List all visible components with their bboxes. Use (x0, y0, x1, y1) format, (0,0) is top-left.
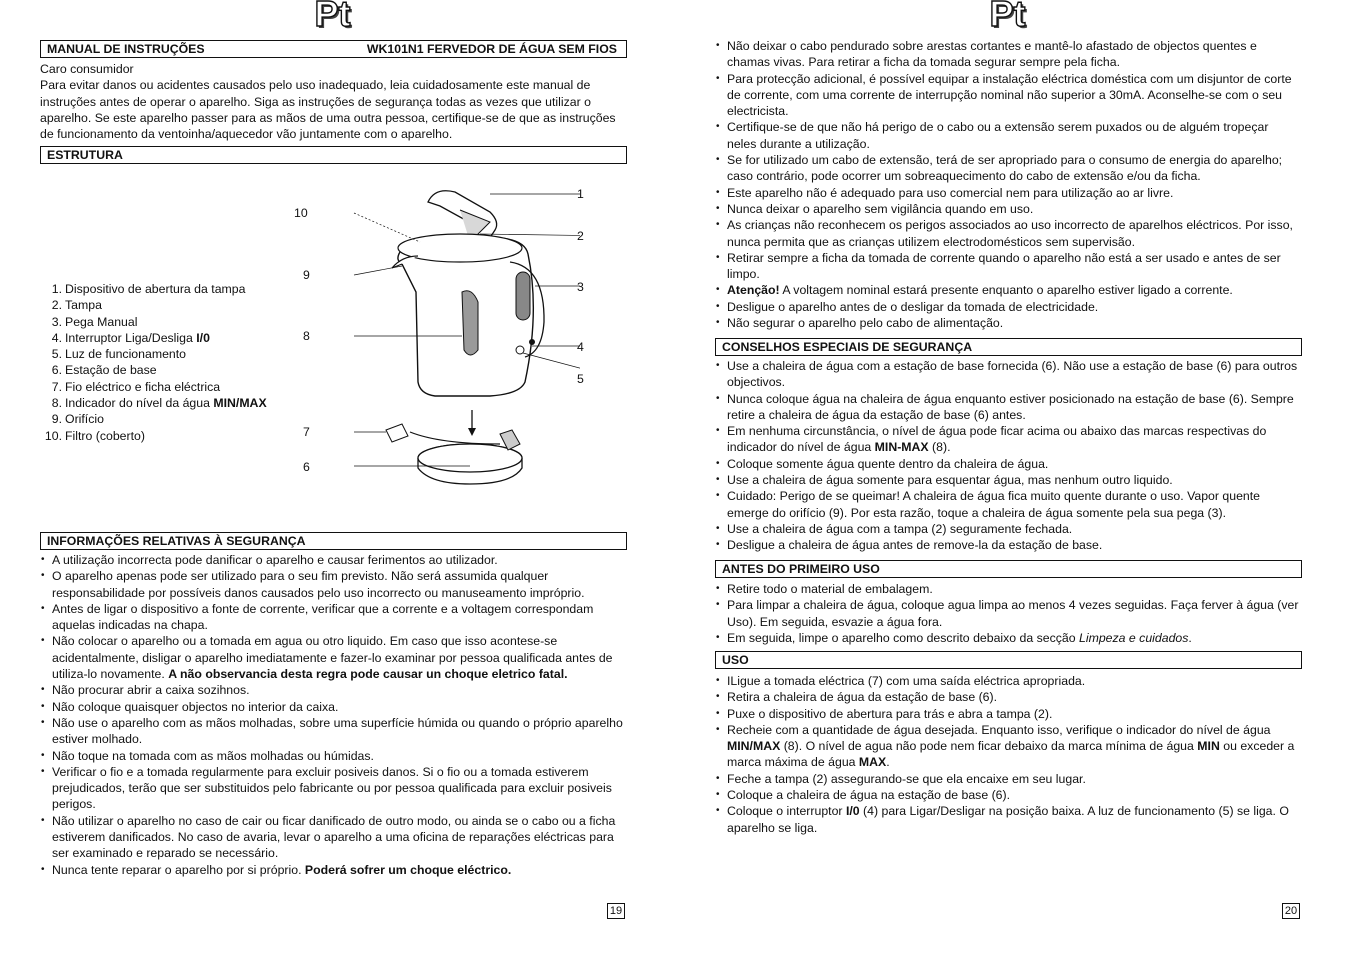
safety-text: Não colocar o aparelho ou a tomada em agua ou otro liquido. Em caso que isso acontese-se acidentalmente, disligar o aparelho imediatamente e fazer-lo examinar por pessoa qualificada antes de utiliza-lo novamente. (52, 634, 613, 682)
language-mark: Pt (989, 0, 1026, 34)
special-safety-heading-label: CONSELHOS ESPECIAIS DE SEGURANÇA (722, 340, 973, 354)
part-label: Interruptor Liga/Desliga (65, 330, 197, 345)
callout-8: 8 (303, 329, 310, 343)
structure-heading-label: ESTRUTURA (47, 148, 123, 162)
part-item (40, 346, 267, 362)
general-item (715, 185, 1300, 201)
special-item-text: Em nenhuma circunstância, o nível de água pode ficar acima ou abaixo das marcas respectivas do indicador do nível de água (727, 424, 1267, 455)
use-text: . (886, 755, 890, 770)
part-label-bold: I/0 (196, 330, 210, 345)
safety-text: Não toque na tomada com as mãos molhadas ou húmidas. (52, 748, 374, 763)
use-text: ILigue a tomada eléctrica (7) com uma saída eléctrica apropriada. (727, 674, 1086, 688)
first-use-text: Retire todo o material de embalagem. (727, 582, 933, 596)
general-item-text: Não segurar o aparelho pelo cabo de alimentação. (727, 316, 1004, 331)
safety-item (40, 862, 628, 878)
safety-heading (40, 532, 627, 550)
general-item-text: Este aparelho não é adequado para uso comercial nem para utilização ao ar livre. (727, 185, 1174, 200)
page-number: 19 (607, 903, 625, 919)
kettle-illustration (340, 182, 580, 502)
callout-3: 3 (577, 280, 584, 294)
general-item-text: A voltagem nominal estará presente enquanto o aparelho estiver ligado a corrente. (779, 283, 1233, 298)
manual-title: MANUAL DE INSTRUÇÕES (47, 42, 205, 56)
first-use-text: Para limpar a chaleira de água, coloque agua limpa ao menos 4 vezes seguidas. Faça ferver à água (ver Uso). Em seguida, esvazie a água fora. (727, 598, 1299, 629)
safety-text: Nunca tente reparar o aparelho por si próprio. (52, 862, 305, 877)
general-item (715, 119, 1300, 152)
part-label: Orifício (65, 412, 104, 427)
part-label: Fio eléctrico e ficha eléctrica (65, 379, 221, 394)
intro-paragraph: Para evitar danos ou acidentes causados pelo uso inadequado, leia cuidadosamente este manual de instruções antes de operar o aparelho. Siga as instruções de segurança todas as vezes que utilizar o aparelho. Se este aparelho passer para as mãos de uma outra pessoa, certifique-se de que as instruções de funcionamento da ventoinha/aquecedor vão juntamente com o aparelho. (40, 78, 616, 142)
use-list (715, 673, 1300, 836)
use-bold: MAX (858, 755, 887, 770)
general-item-text: Para protecção adicional, é possível equipar a instalação eléctrica doméstica com um disjuntor de corte de corrente, com uma corrente de interrupção nominal não superior a 30mA. Aconselhe-se com o seu electricista. (727, 71, 1292, 119)
safety-text: Não coloque quaisquer objectos no interior da caixa. (52, 699, 339, 714)
part-item (40, 330, 267, 346)
special-item (715, 488, 1300, 521)
part-number: 4. (51, 330, 62, 345)
special-item-text: Use a chaleira de água somente para esquentar água, mas nenhum outro liquido. (727, 473, 1173, 488)
special-item (715, 456, 1300, 472)
safety-item (40, 601, 628, 634)
callout-10: 10 (294, 206, 308, 220)
safety-text: O aparelho apenas pode ser utilizado para o seu fim previsto. Não será assumida qualquer responsabilidade por possíveis danos causados pelo uso incorrecto ou manuseamento impróprio. (52, 569, 585, 600)
safety-item (40, 552, 628, 568)
first-use-heading-label: ANTES DO PRIMEIRO USO (722, 562, 880, 576)
special-item-text: Cuidado: Perigo de se queimar! A chaleira de água fica muito quente durante o uso. Vapor quente emerge do orifício (9). Por esta razão, toque a chaleira de água somente pela sua pega (3). (727, 489, 1260, 520)
first-use-list (715, 581, 1300, 646)
part-item (40, 395, 267, 411)
use-item (715, 803, 1300, 836)
general-item-text: Retirar sempre a ficha da tomada de corrente quando o aparelho não está a ser usado e antes de ser limpo. (727, 250, 1281, 282)
use-item (715, 787, 1300, 803)
general-item-bold: Atenção! (727, 283, 780, 298)
part-label: Luz de funcionamento (65, 347, 187, 362)
part-number: 7. (51, 379, 62, 394)
use-heading-label: USO (722, 653, 749, 667)
safety-item (40, 682, 628, 698)
callout-4: 4 (577, 340, 584, 354)
use-item (715, 673, 1300, 689)
part-number: 5. (51, 347, 62, 362)
part-label: Filtro (coberto) (65, 428, 145, 443)
use-item (715, 689, 1300, 705)
safety-item (40, 813, 628, 862)
special-item-text: Coloque somente água quente dentro da chaleira de água. (727, 456, 1049, 471)
general-item (715, 315, 1300, 331)
use-bold: MIN/MAX (727, 739, 781, 754)
general-item-text: Não deixar o cabo pendurado sobre arestas cortantes e mantê-lo afastado de objectos quentes e chamas vivas. Para retirar a ficha da tomada segurar sempre pela ficha. (727, 39, 1257, 70)
use-bold: I/0 (845, 804, 860, 819)
use-text: (8). O nível de agua não pode nem ficar debaixo da marca mínima de água (780, 739, 1198, 754)
safety-text: Verificar o fio e a tomada regularmente para excluir posiveis danos. Si o fio ou a tomada estiverem prejudicados, terão que ser substituidos pelo fabricante ou por pessoa qualificada para excluir posiveis perigos. (52, 764, 612, 812)
part-number: 8. (51, 396, 62, 411)
special-safety-heading (715, 338, 1302, 356)
use-text: (4) para Ligar/Desligar na posição baixa. A luz de funcionamento (5) se liga. O aparelho se liga. (727, 804, 1289, 835)
use-text: ou exceder a marca máxima de água (727, 739, 1295, 770)
use-text: Recheie com a quantidade de água desejada. Enquanto isso, verifique o indicador do nível de água (727, 722, 1271, 737)
part-item (40, 314, 267, 330)
special-item-text: Use a chaleira de água com a tampa (2) seguramente fechada. (727, 521, 1073, 536)
callout-2: 2 (577, 229, 584, 243)
safety-item (40, 568, 628, 601)
use-text: Coloque a chaleira de água na estação de base (6). (727, 788, 1011, 803)
part-item (40, 297, 267, 313)
safety-item (40, 633, 628, 682)
part-item (40, 411, 267, 427)
special-item (715, 423, 1300, 456)
general-item-text: Desligue o aparelho antes de o desligar da tomada de electricidade. (727, 299, 1099, 314)
part-label: Indicador do nível da água (65, 396, 214, 411)
special-safety-list (715, 358, 1300, 554)
special-item-text: Desligue a chaleira de água antes de remove-la da estação de base. (727, 538, 1103, 553)
structure-heading (40, 146, 627, 164)
use-item (715, 706, 1300, 722)
callout-6: 6 (303, 460, 310, 474)
use-heading (715, 651, 1302, 669)
part-item (40, 281, 267, 297)
part-label: Pega Manual (65, 314, 138, 329)
use-item (715, 722, 1300, 771)
part-number: 6. (51, 363, 62, 378)
safety-text-bold: Poderá sofrer um choque eléctrico. (304, 862, 512, 877)
part-number: 9. (51, 412, 62, 427)
callout-1: 1 (577, 187, 584, 201)
callout-7: 7 (303, 425, 310, 439)
general-item-text: Nunca deixar o aparelho sem vigilância quando em uso. (727, 201, 1034, 216)
general-item (715, 152, 1300, 185)
general-item-text: As crianças não reconhecem os perigos associados ao uso incorrecto de aparelhos eléctricos. Por isso, nunca permita que as crianças utilizem electrodomésticos sem supervisão. (727, 218, 1293, 249)
general-item-text: Se for utilizado um cabo de extensão, terá de ser apropriado para o consumo de energia do aparelho; caso contrário, pode ocorrer um sobreaquecimento do cabo de extensão e/ou da ficha. (727, 153, 1283, 184)
general-item (715, 217, 1300, 250)
use-text: Feche a tampa (2) assegurando-se que ela encaixe em seu lugar. (727, 771, 1086, 786)
general-item (715, 299, 1300, 315)
first-use-text: Em seguida, limpe o aparelho como descrito debaixo da secção (727, 630, 1080, 645)
language-mark: Pt (314, 0, 351, 34)
part-number: 10. (44, 428, 62, 443)
manual-title-bar (40, 40, 627, 58)
first-use-heading (715, 560, 1302, 578)
first-use-italic: Limpeza e cuidados (1079, 630, 1189, 645)
general-item (715, 71, 1300, 120)
first-use-post: . (1188, 630, 1192, 645)
use-bold: MIN (1197, 739, 1220, 754)
intro-text (40, 61, 630, 142)
use-text: Coloque o interruptor (727, 804, 846, 819)
special-item (715, 537, 1300, 553)
use-text: Puxe o dispositivo de abertura para trás e abra a tampa (2). (727, 706, 1053, 721)
part-number: 3. (51, 314, 62, 329)
general-safety-list (715, 38, 1300, 331)
safety-text: Não use o aparelho com as mãos molhadas, sobre uma superfície húmida ou quando o próprio aparelho estiver molhado. (52, 715, 623, 747)
safety-item (40, 764, 628, 813)
safety-item (40, 748, 628, 764)
special-item (715, 472, 1300, 488)
part-label: Dispositivo de abertura da tampa (65, 282, 246, 296)
use-item (715, 771, 1300, 787)
part-item (40, 362, 267, 378)
safety-text: Antes de ligar o dispositivo a fonte de corrente, verificar que a corrente e a voltagem correspondam aquelas indicadas na chapa. (52, 601, 594, 633)
first-use-item (715, 597, 1300, 630)
part-number: 2. (51, 298, 62, 313)
model-title: WK101N1 FERVEDOR DE ÁGUA SEM FIOS (366, 42, 617, 56)
safety-heading-label: INFORMAÇÕES RELATIVAS À SEGURANÇA (47, 534, 306, 548)
general-item (715, 38, 1300, 71)
general-item (715, 250, 1300, 283)
part-label-bold: MIN/MAX (213, 396, 267, 411)
safety-text: Não utilizar o aparelho no caso de cair ou ficar danificado de outro modo, ou ainda se o cabo ou a ficha estiverem danificados. No caso de avaria, levar o aparelho a uma oficina de reparações eléctricas para ser examinado e reparado se necessário. (52, 813, 616, 861)
general-item-text: Certifique-se de que não há perigo de o cabo ou a extensão serem puxados ou de alguém tropeçar neles durante a utilização. (727, 120, 1269, 151)
general-item (715, 201, 1300, 217)
part-label: Tampa (65, 298, 102, 313)
callout-5: 5 (577, 372, 584, 386)
safety-item (40, 699, 628, 715)
part-number: 1. (51, 282, 62, 296)
special-item-post: (8). (928, 440, 951, 455)
special-item-text: Use a chaleira de água com a estação de base fornecida (6). Não use a estação de base (6) para outros objectivos. (727, 359, 1298, 390)
special-item (715, 391, 1300, 424)
safety-text: Não procurar abrir a caixa sozihnos. (52, 683, 250, 698)
callout-9: 9 (303, 268, 310, 282)
first-use-item (715, 630, 1300, 646)
first-use-item (715, 581, 1300, 597)
safety-text: A utilização incorrecta pode danificar o aparelho e causar ferimentos ao utilizador. (52, 553, 498, 567)
part-item (40, 379, 267, 395)
safety-text-bold: A não observancia desta regra pode causar un choque eletrico fatal. (168, 667, 568, 682)
page-number: 20 (1282, 903, 1300, 919)
greeting: Caro consumidor (40, 62, 134, 76)
parts-list (40, 281, 267, 444)
safety-item (40, 715, 628, 748)
use-text: Retira a chaleira de água da estação de base (6). (727, 690, 998, 705)
special-item (715, 358, 1300, 391)
part-label: Estação de base (65, 363, 157, 378)
general-item (715, 282, 1300, 298)
special-item (715, 521, 1300, 537)
special-item-bold: MIN-MAX (874, 440, 929, 455)
part-item (40, 428, 267, 444)
safety-list (40, 552, 628, 878)
special-item-text: Nunca coloque água na chaleira de água enquanto estiver posicionado na estação de base (6). Sempre retire a chaleira de água da estação de base (6) antes. (727, 391, 1294, 422)
